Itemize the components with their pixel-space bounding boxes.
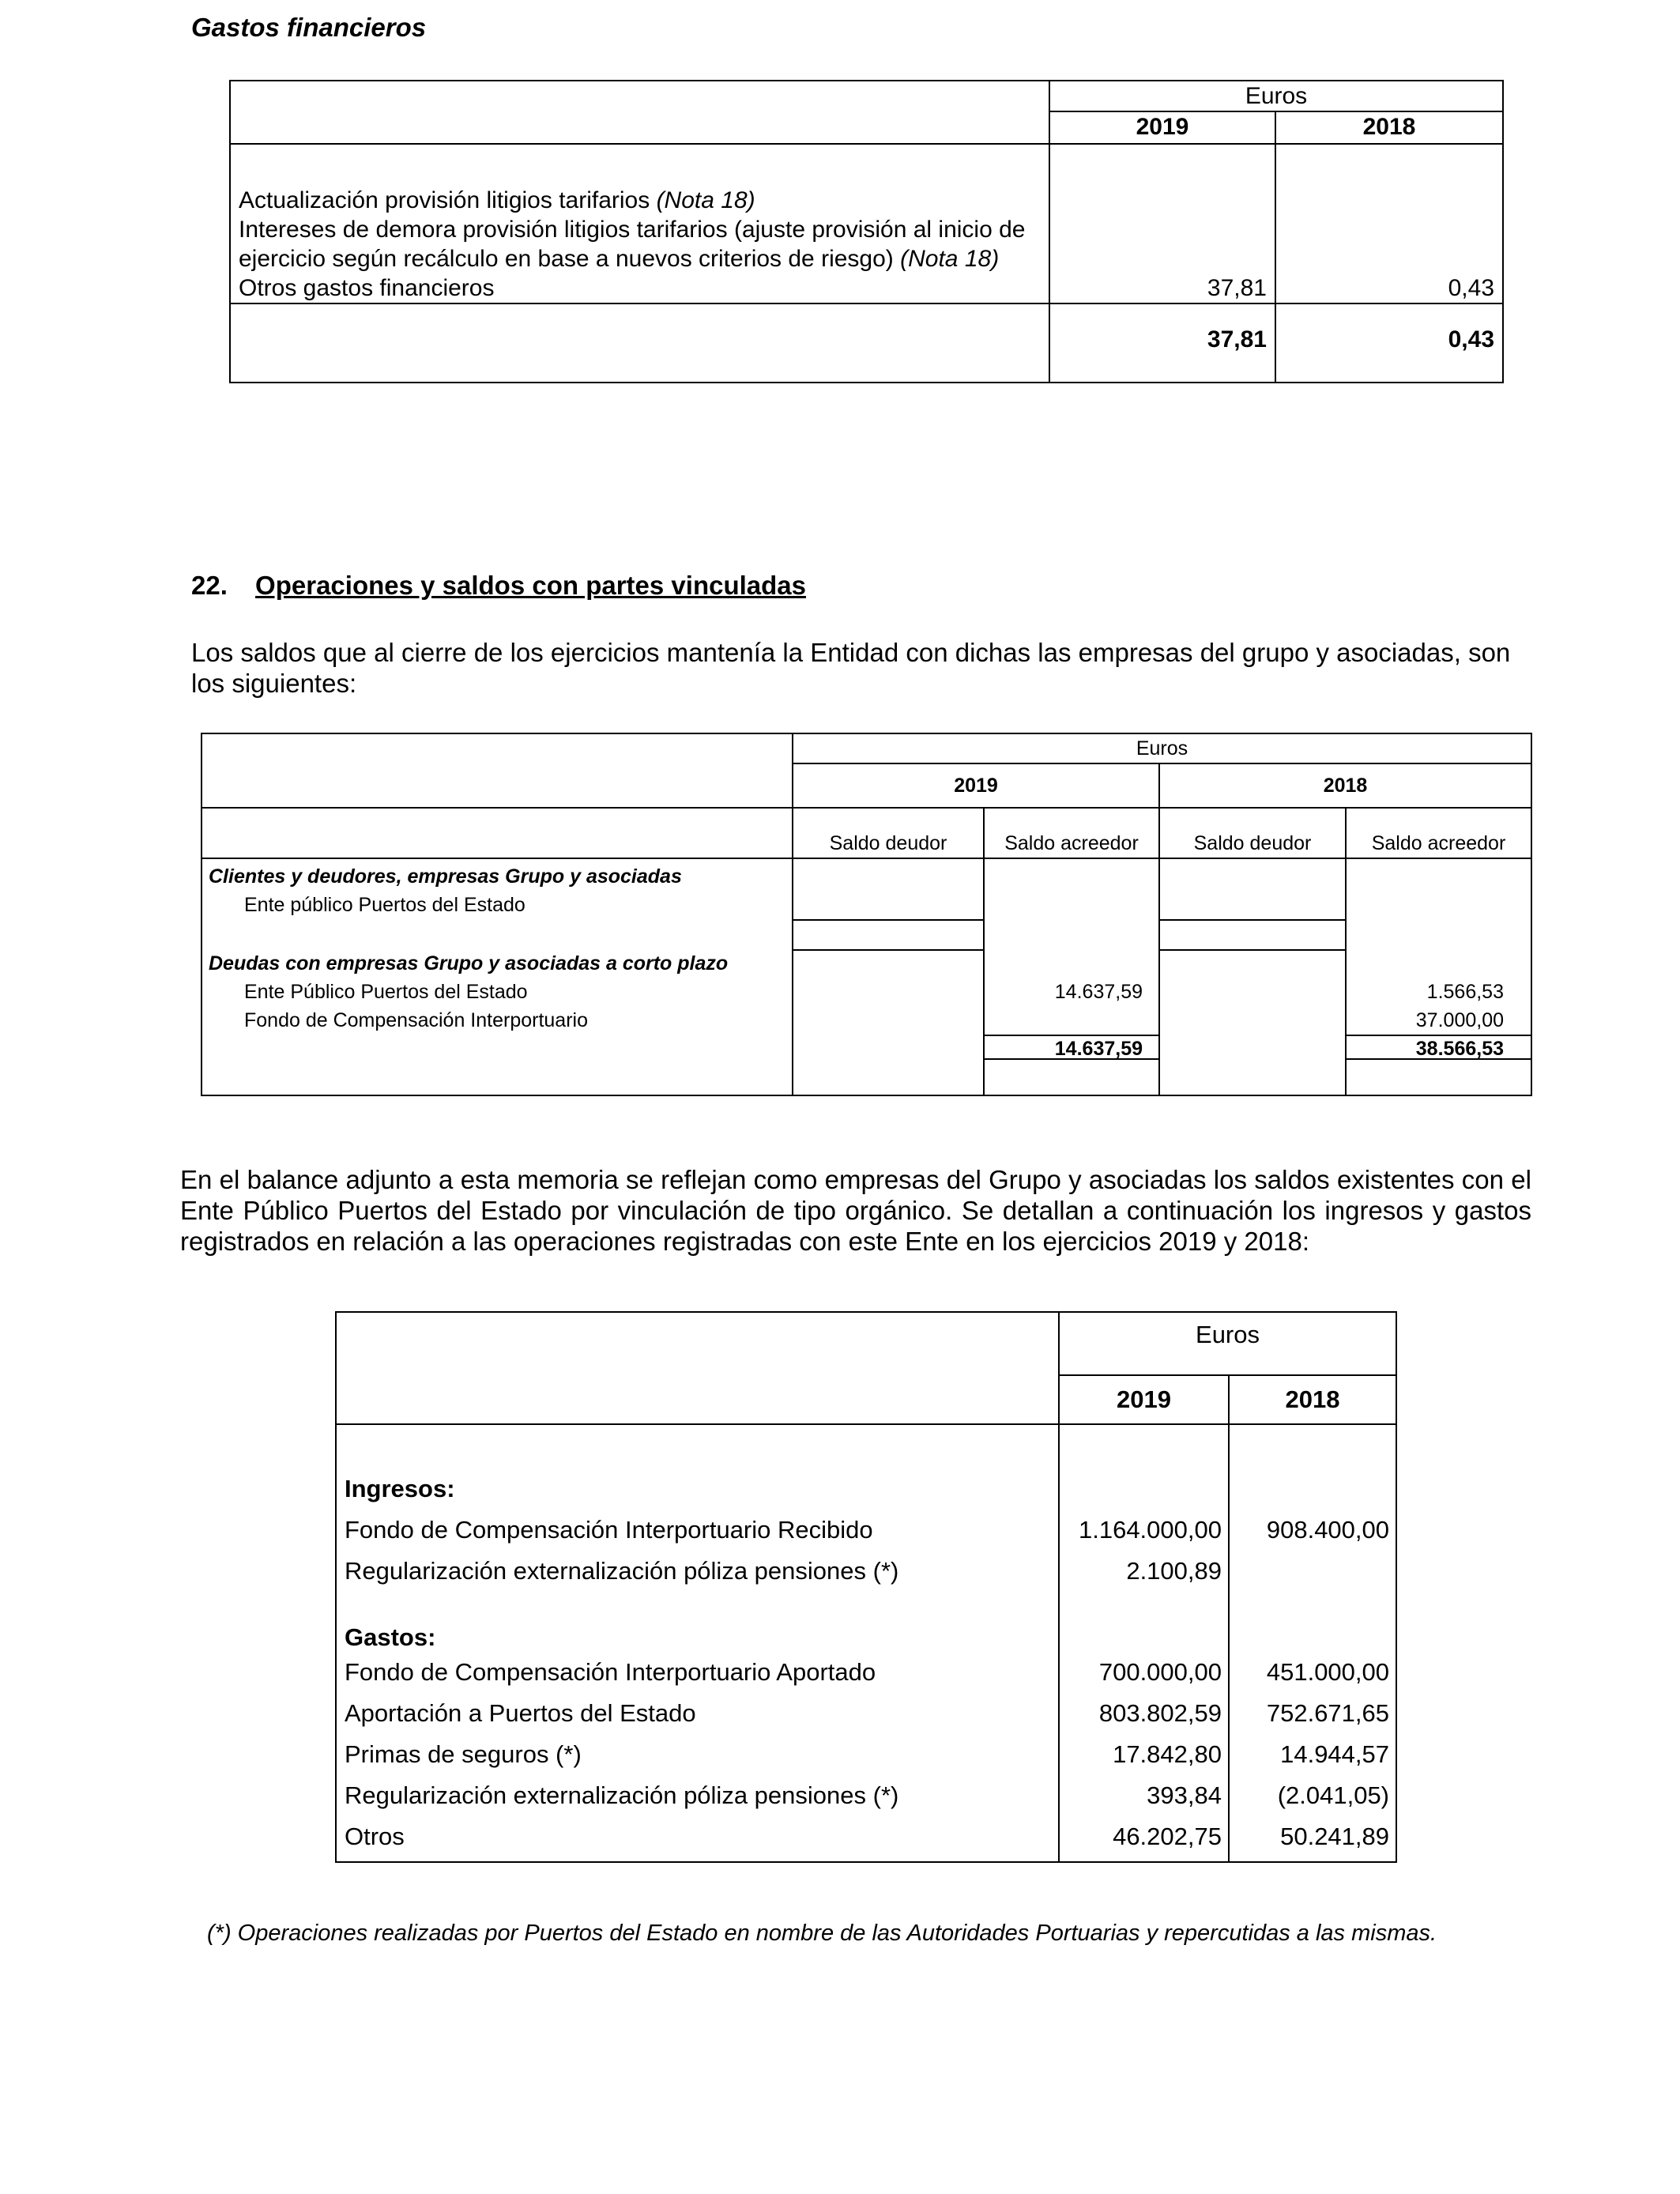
section2-intro: Los saldos que al cierre de los ejercicios mantenía la Entidad con dichas las empresas del grupo y asociadas, son los siguientes:: [191, 638, 1511, 698]
blank-cell: [1059, 1592, 1229, 1652]
year-header-2018: 2018: [1229, 1375, 1396, 1424]
value-2019: 46.202,75: [1059, 1816, 1229, 1862]
table-row: [202, 858, 793, 1095]
currency-header: Euros: [793, 733, 1531, 763]
table-row: [230, 144, 1049, 303]
header-blank: [230, 81, 1049, 144]
gastos-title: Gastos:: [336, 1592, 1059, 1652]
value-2019: 803.802,59: [1059, 1693, 1229, 1734]
blank-cell: [1229, 1592, 1396, 1652]
ingresos-gastos-table: [335, 1311, 1397, 1863]
value-acreedor-2018-ente: 1.566,53: [1426, 981, 1504, 1003]
section-heading-text: Operaciones y saldos con partes vinculadas: [255, 571, 806, 600]
value-2019: 17.842,80: [1059, 1734, 1229, 1775]
currency-header: Euros: [1049, 81, 1503, 111]
subheader-blank: [202, 808, 793, 858]
footnote: (*) Operaciones realizadas por Puertos del Estado en nombre de las Autoridades Portuarias y repercutidas a las mismas.: [207, 1921, 1437, 1946]
blank-cell: [1059, 1424, 1229, 1510]
subheader-saldo-deudor-2018: Saldo deudor: [1159, 808, 1346, 858]
col-deudor-2019: [793, 858, 984, 1095]
header-blank: [336, 1312, 1059, 1424]
value-2019: 37,81: [1049, 144, 1275, 303]
table-row: Fondo de Compensación Interportuario Aportado: [336, 1652, 1059, 1693]
value-2019: 393,84: [1059, 1775, 1229, 1816]
section-number: 22.: [191, 571, 228, 600]
table-row: Aportación a Puertos del Estado: [336, 1693, 1059, 1734]
subheader-saldo-deudor-2019: Saldo deudor: [793, 808, 984, 858]
row-label-actualizacion: Actualización provisión litigios tarifarios (Nota 18): [239, 187, 755, 213]
subheader-saldo-acreedor-2018: Saldo acreedor: [1346, 808, 1531, 858]
year-header-2019: 2019: [793, 763, 1159, 808]
value-2019: 2.100,89: [1059, 1551, 1229, 1592]
value-2018: 0,43: [1448, 275, 1494, 301]
currency-header: Euros: [1059, 1312, 1396, 1375]
subheader-saldo-acreedor-2019: Saldo acreedor: [984, 808, 1159, 858]
row-label-ente-publico: Ente público Puertos del Estado: [244, 894, 525, 916]
table-row: Regularización externalización póliza pensiones (*): [336, 1551, 1059, 1592]
table-row: Fondo de Compensación Interportuario Recibido: [336, 1510, 1059, 1551]
col-deudor-2018: [1159, 858, 1346, 1095]
row-label-otros: Otros gastos financieros: [239, 275, 495, 301]
total-acreedor-2019: 14.637,59: [985, 1035, 1158, 1060]
value-2019: 1.164.000,00: [1059, 1510, 1229, 1551]
row-label-fondo-compensacion: Fondo de Compensación Interportuario: [244, 1009, 588, 1031]
value-2018: (2.041,05): [1277, 1781, 1390, 1809]
group-title-deudas: Deudas con empresas Grupo y asociadas a corto plazo: [209, 952, 729, 974]
ingresos-title: Ingresos:: [336, 1424, 1059, 1510]
gastos-financieros-table: [229, 80, 1504, 383]
blank-cell: [1229, 1424, 1396, 1510]
year-header-2019: 2019: [1059, 1375, 1229, 1424]
total-row-blank: [230, 303, 1049, 383]
value-2018: 908.400,00: [1266, 1516, 1390, 1544]
saldos-partes-vinculadas-table: [201, 733, 1532, 1096]
value-2019: 700.000,00: [1059, 1652, 1229, 1693]
section3-intro: En el balance adjunto a esta memoria se reflejan como empresas del Grupo y asociadas los saldos existentes con el Ente Público Puertos del Estado por vinculación de tipo orgánico. Se detallan a continuación los ingresos y gastos registrados en relación a las operaciones registradas con este Ente en los ejercicios 2019 y 2018:: [180, 1165, 1531, 1256]
col-acreedor-2018: [1346, 858, 1531, 1095]
value-2018: 14.944,57: [1280, 1740, 1390, 1768]
table-row: Primas de seguros (*): [336, 1734, 1059, 1775]
year-header-2019: 2019: [1049, 111, 1275, 144]
value-2018: 752.671,65: [1266, 1699, 1390, 1727]
value-acreedor-2019: 14.637,59: [1054, 981, 1143, 1003]
value-acreedor-2018-fondo: 37.000,00: [1416, 1006, 1504, 1036]
table-row: Regularización externalización póliza pensiones (*): [336, 1775, 1059, 1816]
header-blank: [202, 733, 793, 808]
year-header-2018: 2018: [1275, 111, 1503, 144]
value-2018: 50.241,89: [1280, 1823, 1390, 1850]
total-acreedor-2018: 38.566,53: [1347, 1035, 1531, 1060]
section-heading-22: [191, 571, 806, 601]
value-2018: 451.000,00: [1266, 1658, 1390, 1686]
section-title-gastos-financieros: Gastos financieros: [191, 13, 427, 42]
total-2019: 37,81: [1049, 303, 1275, 383]
row-label-intereses: Intereses de demora provisión litigios tarifarios (ajuste provisión al inicio de ejercicio según recálculo en base a nuevos criterios de riesgo) (Nota 18): [239, 217, 1026, 272]
year-header-2018: 2018: [1159, 763, 1531, 808]
group-title-clientes: Clientes y deudores, empresas Grupo y asociadas: [209, 865, 682, 888]
value-2018: [1229, 1551, 1396, 1592]
col-acreedor-2019: [984, 858, 1159, 1095]
row-label-ente-publico-2: Ente Público Puertos del Estado: [244, 981, 528, 1003]
total-2018: 0,43: [1275, 303, 1503, 383]
table-row: Otros: [336, 1816, 1059, 1862]
